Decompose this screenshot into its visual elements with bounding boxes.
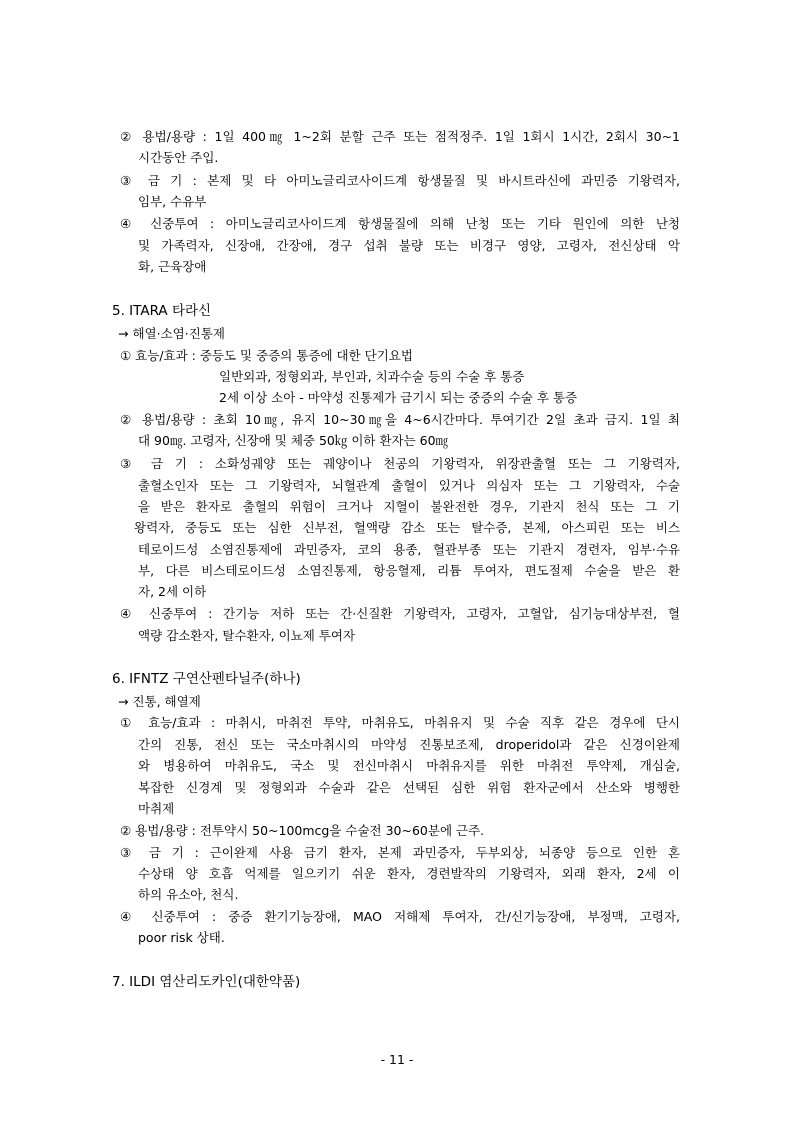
section-5-line-9: 왕력자, 중등도 또는 심한 신부전, 혈액량 감소 또는 탈수증, 본제, 아스피린 또는 비스	[134, 520, 680, 535]
prev-caution-line-2: 및 가족력자, 신장애, 간장애, 경구 섭취 불량 또는 비경구 영양, 고령자, 전신상태 악	[138, 238, 680, 253]
prev-caution-line-3: 화, 근육장애	[138, 259, 207, 274]
section-6-line-1: ① 효능/효과 : 마취시, 마취전 투약, 마취유도, 마취유지 및 수술 직후 같은 경우에 단시	[120, 715, 680, 730]
section-5-line-7: 출혈소인자 또는 그 기왕력자, 뇌혈관계 출혈이 있거나 의심자 또는 그 기왕력자, 수술	[138, 478, 680, 493]
section-5-line-5: 대 90㎎. 고령자, 신장애 및 체중 50㎏ 이하 환자는 60㎎	[138, 433, 449, 448]
section-6-line-10: ④ 신중투여 : 중증 환기기능장애, MAO 저해제 투여자, 간/신기능장애, 부정맥, 고령자,	[120, 909, 680, 924]
prev-caution-line-1: ④ 신중투여 : 아미노글리코사이드계 항생물질에 의해 난청 또는 기타 원인에 의한 난청	[120, 216, 680, 231]
section-7-title: 7. ILDI 염산리도카인(대한약품)	[112, 974, 301, 990]
section-5-line-4: ② 용법/용량 : 초회 10㎎, 유지 10~30㎎을 4~6시간마다. 투여기간 2일 초과 금지. 1일 최	[120, 412, 680, 427]
prev-contra-line-1: ③ 금 기 : 본제 및 타 아미노글리코사이드계 항생물질 및 바시트라신에 과민증 기왕력자,	[120, 173, 680, 188]
section-5-line-1: ① 효능/효과 : 중등도 및 중증의 통증에 대한 단기요법	[120, 348, 413, 363]
section-6-line-8: 수상태 양 호흡 억제를 일으키기 쉬운 환자, 경련발작의 기왕력자, 외래 환자, 2세 이	[138, 866, 680, 881]
section-5-line-2: 일반외과, 정형외과, 부인과, 치과수술 등의 수술 후 통증	[219, 369, 525, 384]
section-6-title: 6. IFNTZ 구연산펜타닐주(하나)	[112, 671, 301, 687]
prev-dosage-line-1: ② 용법/용량 : 1일 400㎎ 1~2회 분할 근주 또는 점적정주. 1일 1회시 1시간, 2회시 30~1	[120, 129, 680, 144]
section-6-line-7: ③ 금 기 : 근이완제 사용 금기 환자, 본제 과민증자, 두부외상, 뇌종양 등으로 인한 혼	[120, 845, 680, 860]
section-5-category: → 해열·소염·진통제	[118, 326, 225, 341]
section-6-line-11: poor risk 상태.	[138, 930, 225, 945]
section-5-line-11: 부, 다른 비스테로이드성 소염진통제, 항응혈제, 리튬 투여자, 편도절제 수술을 받은 환	[138, 563, 680, 578]
section-6-line-4: 복잡한 신경계 및 정형외과 수술과 같은 선택된 심한 위험 환자군에서 산소와 병행한	[138, 780, 680, 795]
prev-dosage-line-2: 시간동안 주입.	[138, 150, 219, 165]
section-6-line-5: 마취제	[138, 801, 175, 816]
section-6-line-3: 와 병용하여 마취유도, 국소 및 전신마취시 마취유지를 위한 마취전 투약제, 개심술,	[138, 758, 680, 773]
section-5-line-12: 자, 2세 이하	[138, 584, 207, 599]
section-6-line-6: ② 용법/용량 : 전투약시 50~100mcg을 수술전 30~60분에 근주.	[120, 823, 485, 838]
section-6-category: → 진통, 해열제	[118, 694, 201, 709]
section-5-line-8: 을 받은 환자로 출혈의 위험이 크거나 지혈이 불완전한 경우, 기관지 천식 또는 그 기	[138, 499, 680, 514]
section-5-title: 5. ITARA 타라신	[112, 303, 212, 319]
section-5-line-13: ④ 신중투여 : 간기능 저하 또는 간·신질환 기왕력자, 고령자, 고혈압, 심기능대상부전, 혈	[120, 606, 680, 621]
page-number: - 11 -	[380, 1052, 414, 1067]
prev-contra-line-2: 임부, 수유부	[138, 194, 207, 209]
section-6-line-2: 간의 진통, 전신 또는 국소마취시의 마약성 진통보조제, droperidol과 같은 신경이완제	[138, 737, 680, 752]
section-6-line-9: 하의 유소아, 천식.	[138, 887, 239, 902]
section-5-line-14: 액량 감소환자, 탈수환자, 이뇨제 투여자	[138, 628, 356, 643]
section-5-line-6: ③ 금 기 : 소화성궤양 또는 궤양이나 천공의 기왕력자, 위장관출혈 또는 그 기왕력자,	[120, 456, 680, 471]
section-5-line-3: 2세 이상 소아 - 마약성 진통제가 금기시 되는 중증의 수술 후 통증	[219, 390, 578, 405]
section-5-line-10: 테로이드성 소염진통제에 과민증자, 코의 용종, 혈관부종 또는 기관지 경련자, 임부·수유	[138, 542, 680, 557]
